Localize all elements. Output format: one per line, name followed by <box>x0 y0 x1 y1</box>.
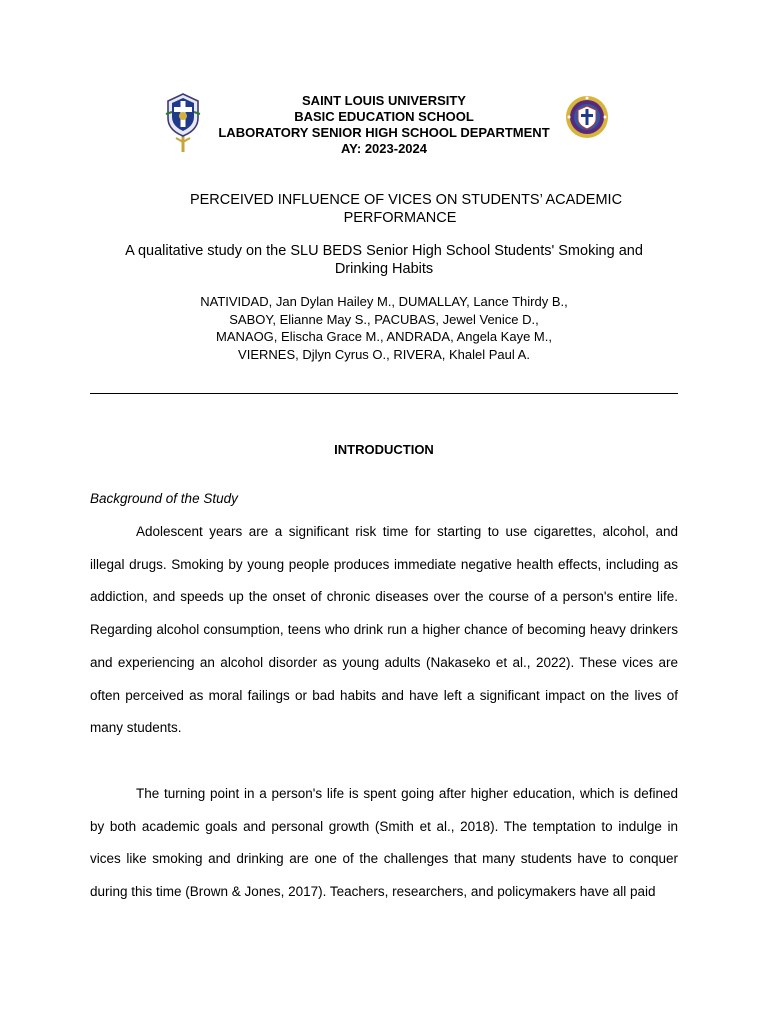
horizontal-divider <box>90 393 678 394</box>
document-title <box>140 191 660 227</box>
school-seal-logo <box>565 94 609 140</box>
university-name: SAINT LOUIS UNIVERSITY <box>302 93 466 108</box>
author-line: VIERNES, Djlyn Cyrus O., RIVERA, Khalel Paul A. <box>238 346 530 362</box>
author-line: SABOY, Elianne May S., PACUBAS, Jewel Venice D., <box>229 311 539 327</box>
author-line: NATIVIDAD, Jan Dylan Hailey M., DUMALLAY, Lance Thirdy B., <box>200 294 568 309</box>
document-subtitle: A qualitative study on the SLU BEDS Senior High School Students' Smoking and Drinking Habits <box>125 243 643 277</box>
document-header <box>200 93 568 157</box>
department-name: LABORATORY SENIOR HIGH SCHOOL DEPARTMENT <box>218 125 550 140</box>
title-line-2: PERFORMANCE <box>343 210 457 226</box>
author-line: MANAOG, Elischa Grace M., ANDRADA, Angela Kaye M., <box>216 329 552 344</box>
university-seal-logo <box>162 92 204 154</box>
section-heading: INTRODUCTION <box>334 442 434 457</box>
author-list <box>150 293 618 363</box>
body-paragraph: The turning point in a person's life is spent going after higher education, which is defined by both academic goals and personal growth (Smith et al., 2018). The temptation to indulge in vices like smoking and drinking are one of the challenges that many students have to conquer during this time (Brown & Jones, 2017). Teachers, researchers, and policymakers have all paid <box>90 786 678 900</box>
subsection-heading: Background of the Study <box>90 491 238 506</box>
school-name: BASIC EDUCATION SCHOOL <box>294 109 474 124</box>
academic-year: AY: 2023-2024 <box>340 141 427 156</box>
title-line-1: PERCEIVED INFLUENCE OF VICES ON STUDENTS’ ACADEMIC <box>189 192 623 208</box>
body-paragraph: Adolescent years are a significant risk time for starting to use cigarettes, alcohol, and illegal drugs. Smoking by young people produces immediate negative health effects, including as addiction, and speeds up the onset of chronic diseases over the course of a person's entire life. Regarding alcohol consumption, teens who drink run a higher chance of becoming heavy drinkers and experiencing an alcohol disorder as young adults (Nakaseko et al., 2022). These vices are often perceived as moral failings or bad habits and have left a significant impact on the lives of many students. <box>90 524 678 736</box>
